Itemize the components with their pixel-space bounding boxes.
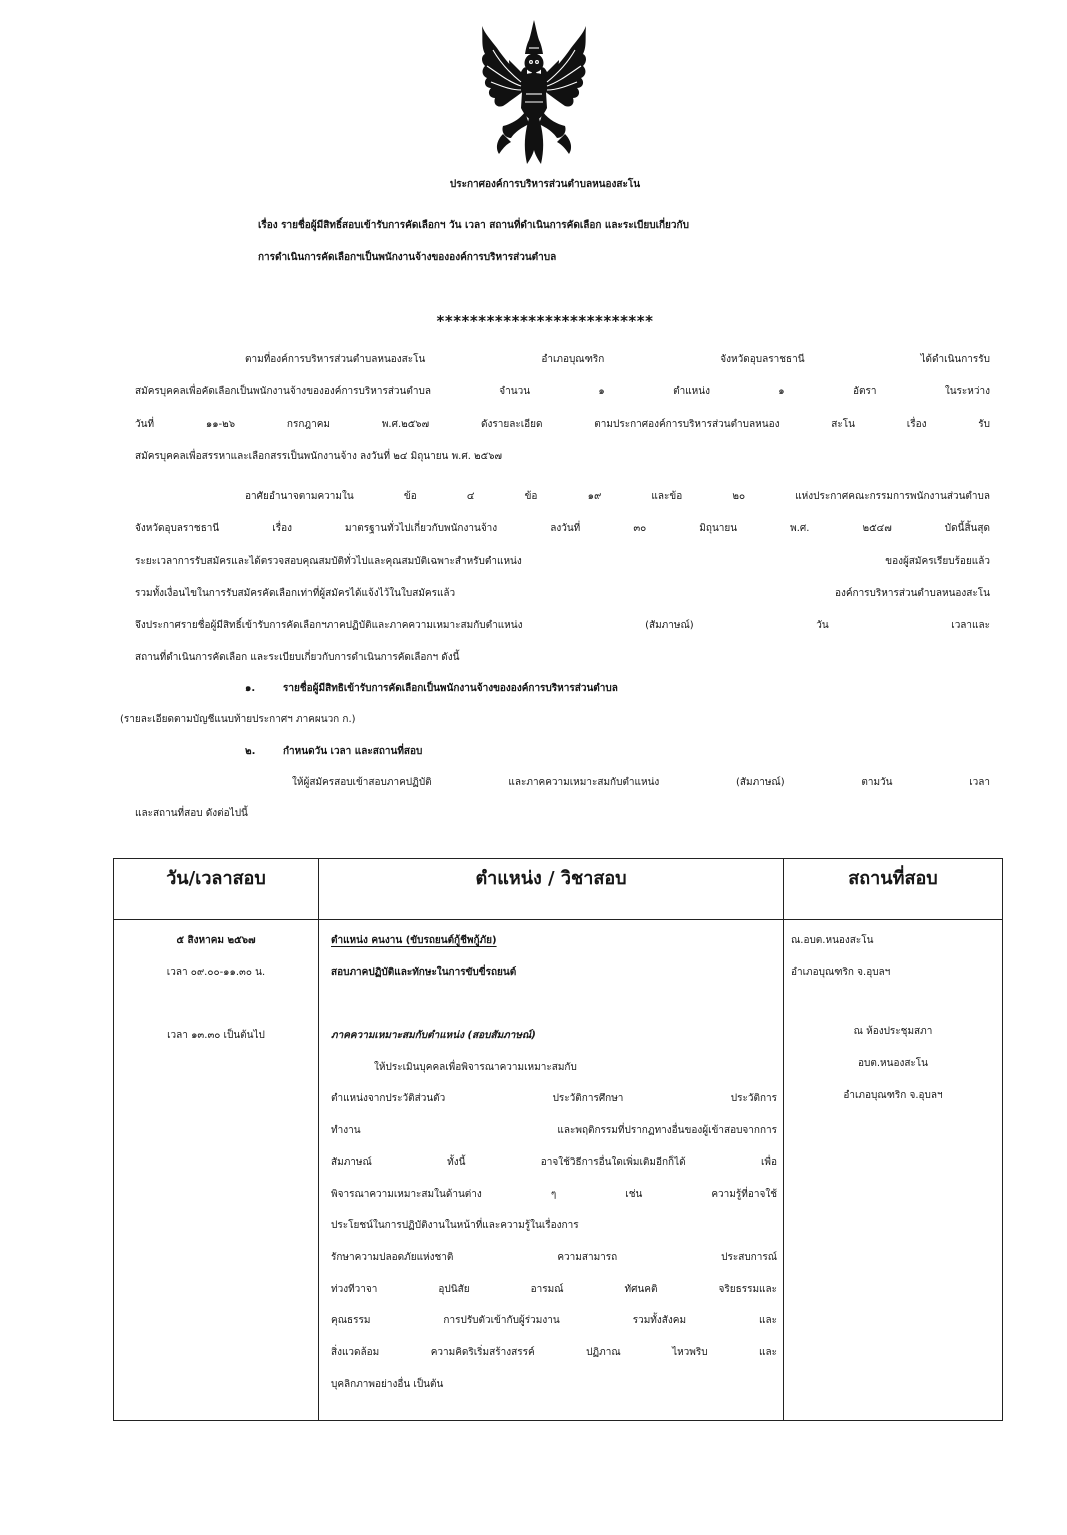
interview-description-line: ประโยชน์ในการปฏิบัติงานในหน้าที่และความรู้ในเรื่องการ — [331, 1220, 579, 1232]
venue-line: อำเภอบุณฑริก จ.อุบลฯ — [791, 966, 891, 978]
venue-line: ณ.อบต.หนองสะโน — [791, 935, 874, 946]
section-number: ๑. — [245, 683, 256, 694]
section-text-line: และสถานที่สอบ ดังต่อไปนี้ — [135, 808, 248, 820]
table-header-cell: วัน/เวลาสอบ — [114, 859, 319, 920]
exam-schedule-table — [113, 858, 1003, 1421]
section-text-line: ให้ผู้สมัครสอบเข้าสอบภาคปฏิบัติ และภาคความเหมาะสมกับตำแหน่ง (สัมภาษณ์) ตามวัน เวลา — [292, 776, 990, 788]
table-row — [114, 920, 1003, 1421]
table-cell-position — [319, 920, 784, 1421]
announcement-subject-line: เรื่อง รายชื่อผู้มีสิทธิ์สอบเข้ารับการคัดเลือกฯ วัน เวลา สถานที่ดำเนินการคัดเลือก และระเบียบเกี่ยวกับ — [258, 220, 689, 231]
practical-venue — [784, 925, 1002, 988]
table-header-cell: สถานที่สอบ — [784, 859, 1003, 920]
interview-description-line: บุคลิกภาพอย่างอื่น เป็นต้น — [331, 1378, 444, 1390]
garuda-emblem — [478, 20, 590, 166]
table-cell-venue — [784, 920, 1003, 1421]
position-title — [331, 925, 777, 957]
table-cell-datetime — [114, 920, 319, 1421]
practical-subject: สอบภาคปฏิบัติและทักษะในการขับขี่รถยนต์ — [331, 966, 517, 978]
interview-description-line: รักษาความปลอดภัยแห่งชาติ ความสามารถ ประสบการณ์ — [331, 1251, 777, 1263]
paragraph-line: รวมทั้งเงื่อนไขในการรับสมัครคัดเลือกเท่าที่ผู้สมัครได้แจ้งไว้ในใบสมัครแล้ว องค์การบริหารส่วนตำบลหนองสะโน — [135, 587, 990, 599]
paragraph-line: สมัครบุคคลเพื่อสรรหาและเลือกสรรเป็นพนักงานจ้าง ลงวันที่ ๒๔ มิถุนายน พ.ศ. ๒๕๖๗ — [135, 450, 503, 462]
section-heading: รายชื่อผู้มีสิทธิเข้ารับการคัดเลือกเป็นพนักงานจ้างขององค์การบริหารส่วนตำบล — [283, 683, 618, 694]
interview-description-line: พิจารณาความเหมาะสมในด้านต่าง ๆ เช่น ความรู้ที่อาจใช้ — [331, 1188, 777, 1200]
paragraph-line: อาศัยอำนาจตามความใน ข้อ ๔ ข้อ ๑๙ และข้อ ๒๐ แห่งประกาศคณะกรรมการพนักงานส่วนตำบล — [245, 491, 990, 502]
announcement-title: ประกาศองค์การบริหารส่วนตำบลหนองสะโน — [449, 179, 641, 190]
interview-exam-time: เวลา ๑๓.๓๐ เป็นต้นไป — [167, 1030, 265, 1042]
paragraph-line: จังหวัดอุบลราชธานี เรื่อง มาตรฐานทั่วไปเกี่ยวกับพนักงานจ้าง ลงวันที่ ๓๐ มิถุนายน พ.ศ. ๒๕๔๗ บัดนี้สิ้นสุด — [135, 523, 990, 535]
asterisk-separator: ************************** — [436, 312, 654, 330]
section-note: (รายละเอียดตามบัญชีแนบท้ายประกาศฯ ภาคผนวก ก.) — [120, 714, 356, 726]
position-title-text: ตำแหน่ง คนงาน (ขับรถยนต์กู้ชีพกู้ภัย) — [331, 935, 497, 946]
table-header-row — [114, 859, 1003, 920]
table-header-cell: ตำแหน่ง / วิชาสอบ — [319, 859, 784, 920]
body-paragraph — [135, 344, 990, 473]
paragraph-line: วันที่ ๑๑-๒๖ กรกฎาคม พ.ศ.๒๕๖๗ ดังรายละเอียด ตามประกาศองค์การบริหารส่วนตำบลหนอง สะโน เรื่อง รับ — [135, 418, 990, 430]
paragraph-line: สถานที่ดำเนินการคัดเลือก และระเบียบเกี่ยวกับการดำเนินการคัดเลือกฯ ดังนี้ — [135, 652, 460, 664]
interview-description-line: คุณธรรม การปรับตัวเข้ากับผู้ร่วมงาน รวมทั้งสังคม และ — [331, 1315, 777, 1327]
interview-subject: ภาคความเหมาะสมกับตำแหน่ง (สอบสัมภาษณ์) — [331, 1030, 536, 1042]
venue-line: อบต.หนองสะโน — [857, 1058, 929, 1070]
section-heading-line — [120, 673, 990, 704]
numbered-sections — [120, 673, 990, 829]
interview-venue — [784, 1016, 1002, 1111]
paragraph-line: ระยะเวลาการรับสมัครและได้ตรวจสอบคุณสมบัติทั่วไปและคุณสมบัติเฉพาะสำหรับตำแหน่ง ของผู้สมัครเรียบร้อยแล้ว — [135, 555, 990, 567]
venue-line: อำเภอบุณฑริก จ.อุบลฯ — [843, 1089, 943, 1101]
venue-line: ณ ห้องประชุมสภา — [853, 1026, 933, 1038]
section-heading: กำหนดวัน เวลา และสถานที่สอบ — [283, 745, 423, 757]
interview-description-line: สัมภาษณ์ ทั้งนี้ อาจใช้วิธีการอื่นใดเพิ่มเติมอีกก็ได้ เพื่อ — [331, 1156, 777, 1168]
body-paragraph — [135, 481, 990, 675]
paragraph-line: ตามที่องค์การบริหารส่วนตำบลหนองสะโน อำเภอบุณฑริก จังหวัดอุบลราชธานี ได้ดำเนินการรับ — [245, 354, 990, 365]
paragraph-line: สมัครบุคคลเพื่อคัดเลือกเป็นพนักงานจ้างขององค์การบริหารส่วนตำบล จำนวน ๑ ตำแหน่ง ๑ อัตรา ในระหว่าง — [135, 386, 990, 398]
section-heading-line — [120, 736, 990, 767]
interview-description-line: สิ่งแวดล้อม ความคิดริเริ่มสร้างสรรค์ ปฏิภาณ ไหวพริบ และ — [331, 1346, 777, 1358]
interview-description-line: ทำงาน และพฤติกรรมที่ปรากฏทางอื่นของผู้เข้าสอบจากการ — [331, 1125, 777, 1137]
exam-date: ๕ สิงหาคม ๒๕๖๗ — [176, 935, 256, 946]
practical-exam-time: เวลา ๐๙.๐๐-๑๑.๓๐ น. — [166, 966, 266, 978]
section-number: ๒. — [245, 745, 256, 757]
interview-description-line: ท่วงทีวาจา อุปนิสัย อารมณ์ ทัศนคติ จริยธรรมและ — [331, 1283, 777, 1295]
interview-description-line: ให้ประเมินบุคคลเพื่อพิจารณาความเหมาะสมกับ — [374, 1061, 577, 1073]
announcement-subject-line: การดำเนินการคัดเลือกฯเป็นพนักงานจ้างขององค์การบริหารส่วนตำบล — [258, 252, 557, 263]
interview-description-line: ตำแหน่งจากประวัติส่วนตัว ประวัติการศึกษา ประวัติการ — [331, 1093, 777, 1105]
paragraph-line: จึงประกาศรายชื่อผู้มีสิทธิ์เข้ารับการคัดเลือกฯภาคปฏิบัติและภาคความเหมาะสมกับตำแหน่ง (สัมภาษณ์) วัน เวลาและ — [135, 620, 990, 632]
